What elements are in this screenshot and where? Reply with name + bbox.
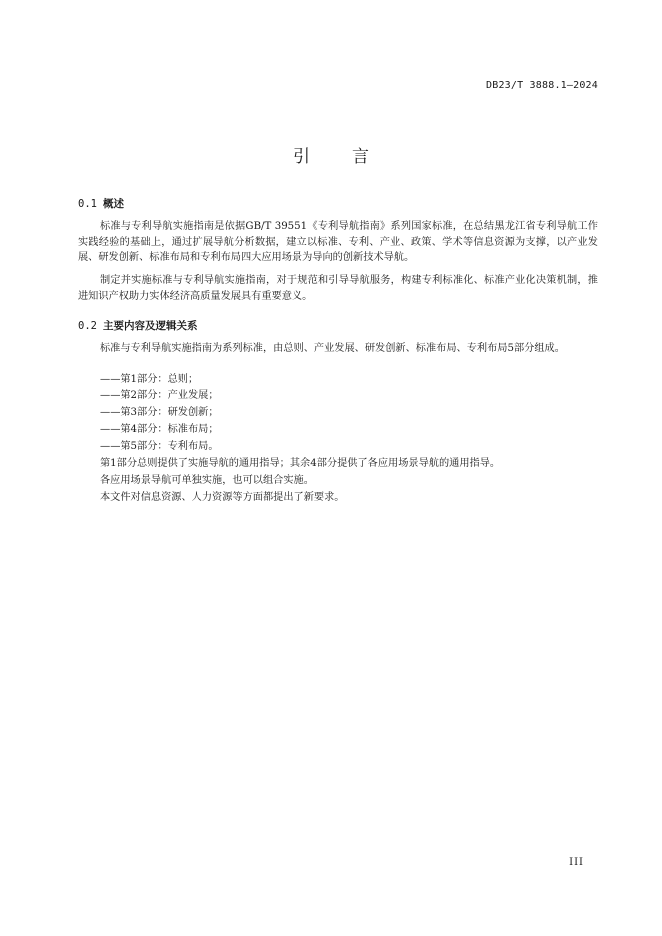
list-item: ——第1部分：总则； [100, 374, 199, 385]
page-number: III [569, 857, 584, 868]
list-item: ——第4部分：标准布局； [100, 424, 219, 435]
page-title: 引言 [293, 147, 411, 167]
list-item: ——第2部分：产业发展； [100, 390, 219, 401]
note-line: 各应用场景导航可单独实施，也可以组合实施。 [100, 475, 314, 486]
note-line: 本文件对信息资源、人力资源等方面都提出了新要求。 [100, 492, 345, 503]
content-intro-paragraph: 标准与专利导航实施指南为系列标准，由总则、产业发展、研发创新、标准布局、专利布局5部分组成。 [100, 343, 565, 354]
section-title: 主要内容及逻辑关系 [102, 320, 198, 332]
list-item: ——第5部分：专利布局。 [100, 441, 219, 452]
header-divider [78, 95, 598, 96]
overview-paragraph-1: 标准与专利导航实施指南是依据GB/T 39551《专利导航指南》系列国家标准，在总结黑龙江省专利导航工作实践经验的基础上，通过扩展导航分析数据，建立以标准、专利、产业、政策、学术等信息资源为支撑，以产业发展、研发创新、标准布局和专利布局四大应用场景为导向的创新技术导航。 [78, 221, 598, 264]
section-heading-content [78, 318, 197, 333]
document-code: DB23/T 3888.1—2024 [486, 80, 598, 91]
note-line: 第1部分总则提供了实施导航的通用指导；其余4部分提供了各应用场景导航的通用指导。 [100, 458, 501, 469]
section-number: 0.2 [78, 320, 97, 332]
overview-paragraph-2: 制定并实施标准与专利导航实施指南，对于规范和引导导航服务，构建专利标准化、标准产业化决策机制，推进知识产权助力实体经济高质量发展具有重要意义。 [78, 275, 598, 302]
list-item: ——第3部分：研发创新； [100, 407, 219, 418]
section-title: 概述 [102, 198, 124, 210]
section-number: 0.1 [78, 198, 97, 210]
section-heading-overview [78, 196, 124, 211]
